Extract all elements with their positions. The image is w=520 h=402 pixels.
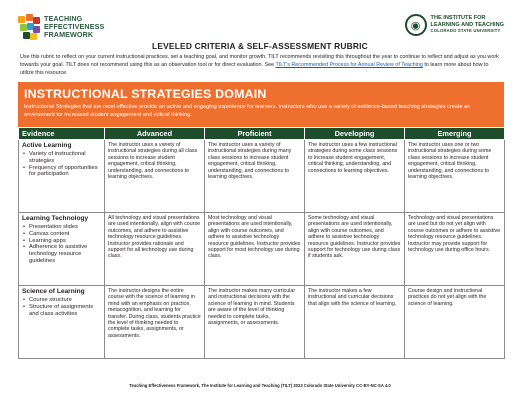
table-row (19, 213, 505, 286)
evidence-item: • Canvas content (22, 231, 101, 238)
advanced-cell: The instructor uses a variety of instructional strategies during all class sessions to increase student engagement, critical thinking, understanding, and connections to learning objectives. (105, 140, 205, 213)
domain-title: INSTRUCTIONAL STRATEGIES DOMAIN (24, 87, 267, 101)
advanced-cell: All technology and visual presentations are used intentionally, align with course outcomes, and adhere to assistive technology resource guidelines. Instructor provides rationale and support for all technology use during class. (105, 213, 205, 286)
proficient-cell: The instructor uses a variety of instructional strategies during many class sessions to increase student engagement, critical thinking, understanding, and connections to learning objectives. (205, 140, 305, 213)
tilt-logo-line1: THE INSTITUTE FOR (430, 15, 486, 22)
table-row (19, 286, 505, 359)
header-evidence: Evidence (19, 128, 105, 140)
advanced-cell: The instructor designs the entire course with the science of learning in mind with an emphasis on practice, metacognition, and learning for transfer. During class, students practice the level of thinking needed to complete tasks, assignments, or assessments. (105, 286, 205, 359)
intro-tail: to learn more about how to utilize this resource. (20, 61, 489, 76)
domain-description: Instructional Strategies that are most effective provide an active and engaging experience for learners. Instructors who use a variety of evidence-based teaching strategies create an environment for increased student engagement and critical thinking. (24, 104, 471, 118)
tef-logo-icon (18, 14, 40, 40)
evidence-cell (19, 286, 105, 359)
developing-cell: Some technology and visual presentations are used intentionally, align with course outcomes, and adhere to assistive technology resource guidelines. Instructor provides support for technology use during class if students ask. (305, 213, 405, 286)
evidence-cell (19, 213, 105, 286)
header-developing: Developing (305, 128, 405, 140)
evidence-list (22, 224, 101, 265)
rubric-table (18, 127, 505, 359)
emerging-cell: Course design and instructional practices do not yet align with the science of learning. (405, 286, 505, 359)
page-title: LEVELED CRITERIA & SELF-ASSESSMENT RUBRIC (152, 41, 368, 51)
evidence-item: • Course structure (22, 297, 101, 304)
table-row (19, 140, 505, 213)
proficient-cell: Most technology and visual presentations are used intentionally, align with course outcomes, and adhere to assistive technology resource guidelines. Instructor provides support for most technology use during class. (205, 213, 305, 286)
table-header-row (19, 128, 505, 140)
evidence-title: Learning Technology (22, 215, 89, 222)
evidence-list (22, 151, 101, 178)
evidence-item: • Presentation slides (22, 224, 101, 231)
evidence-item: • Structure of assignments and class activities (22, 304, 101, 318)
evidence-item: • Frequency of opportunities for participation (22, 165, 101, 179)
tef-logo-line3: FRAMEWORK (44, 30, 94, 39)
evidence-cell (19, 140, 105, 213)
emerging-cell: The instructor uses one or two instructional strategies during some class sessions to increase student engagement, critical thinking, understanding, and connections to learning objectives. (405, 140, 505, 213)
evidence-list (22, 297, 101, 317)
header-proficient: Proficient (205, 128, 305, 140)
tef-logo-line2: EFFECTIVENESS (44, 22, 105, 31)
evidence-item: • Adherence to assistive technology resource guidelines (22, 244, 101, 264)
developing-cell: The instructor uses a few instructional strategies during some class sessions to increase student engagement, critical thinking, understanding, and connections to learning objectives. (305, 140, 405, 213)
evidence-title: Active Learning (22, 142, 72, 149)
tilt-logo (405, 14, 504, 36)
evidence-title: Science of Learning (22, 288, 85, 295)
evidence-item: • Learning apps (22, 238, 101, 245)
header (18, 14, 504, 44)
emerging-cell: Technology and visual presentations are used but do not yet align with course outcomes or adhere to assistive technology resource guidelines. Instructor may provide support for technology use during office hours. (405, 213, 505, 286)
proficient-cell: The instructor makes many curricular and instructional decisions with the science of learning in mind. Students are aware of the level of thinking needed to complete tasks, assignments, or assessments. (205, 286, 305, 359)
footer-citation: Teaching Effectiveness Framework, The Institute for Learning and Teaching (TILT) 2023 Colorado State University CC-BY-NC-SA 4.0 (129, 383, 391, 388)
csu-ram-icon: ◉ (405, 14, 427, 36)
intro-text: Use this rubric to reflect on your current instructional practices, set a teaching goal, and monitor growth. TILT recommends revisiting this throughout the year to continue to reflect and adjust as you work towards your goal. TILT does not recommend using this as an observation tool or for direct evaluation. See (20, 54, 499, 68)
recommended-process-link[interactable]: TILT's Recommended Process for Annual Review of Teaching (275, 61, 423, 68)
tilt-logo-line2: LEARNING AND TEACHING (430, 21, 504, 28)
intro-paragraph (20, 54, 502, 77)
developing-cell: The instructor makes a few instructional and curricular decisions that align with the science of learning. (305, 286, 405, 359)
tef-logo (18, 14, 104, 40)
evidence-item: • Variety of instructional strategies (22, 151, 101, 165)
tilt-logo-line3: COLORADO STATE UNIVERSITY (430, 28, 501, 34)
tef-logo-line1: TEACHING (44, 14, 83, 23)
header-emerging: Emerging (405, 128, 505, 140)
header-advanced: Advanced (105, 128, 205, 140)
domain-banner (18, 82, 504, 127)
